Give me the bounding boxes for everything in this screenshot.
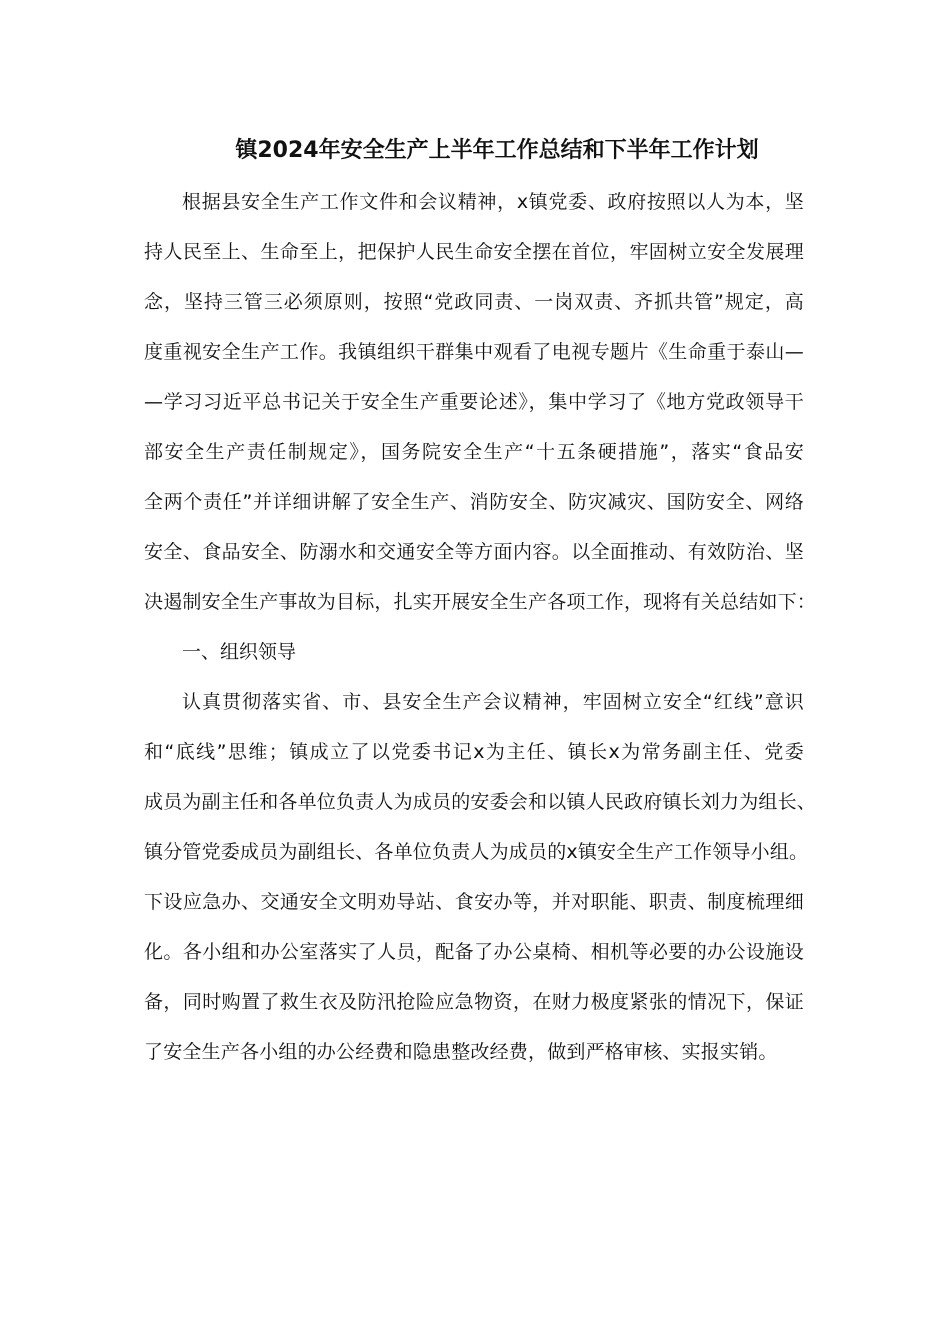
paragraph-line: 了安全生产各小组的办公经费和隐患整改经费，做到严格审核、实报实销。 xyxy=(144,1041,778,1063)
paragraph-line: —学习习近平总书记关于安全生产重要论述》，集中学习了《地方党政领导干 xyxy=(144,391,804,413)
paragraph-intro xyxy=(144,177,817,627)
document-title: 镇2024年安全生产上半年工作总结和下半年工作计划 xyxy=(235,138,759,163)
paragraph-line: 念，坚持三管三必须原则，按照“党政同责、一岗双责、齐抓共管”规定，高 xyxy=(144,291,804,313)
paragraph-line: 认真贯彻落实省、市、县安全生产会议精神，牢固树立安全“红线”意识 xyxy=(182,691,804,713)
paragraph-line: 部安全生产责任制规定》，国务院安全生产“十五条硬措施”，落实“食品安 xyxy=(144,441,804,463)
paragraph-line: 备，同时购置了救生衣及防汛抢险应急物资，在财力极度紧张的情况下，保证 xyxy=(144,991,804,1013)
paragraph-line: 根据县安全生产工作文件和会议精神，x镇党委、政府按照以人为本，坚 xyxy=(182,191,804,213)
section-heading: 一、组织领导 xyxy=(182,641,297,663)
paragraph-line: 镇分管党委成员为副组长、各单位负责人为成员的x镇安全生产工作领导小组。 xyxy=(144,841,809,863)
paragraph-line: 决遏制安全生产事故为目标，扎实开展安全生产各项工作，现将有关总结如下： xyxy=(144,591,817,613)
paragraph-line: 持人民至上、生命至上，把保护人民生命安全摆在首位，牢固树立安全发展理 xyxy=(144,241,804,263)
paragraph-line: 化。各小组和办公室落实了人员，配备了办公桌椅、相机等必要的办公设施设 xyxy=(144,941,804,963)
paragraph-line: 下设应急办、交通安全文明劝导站、食安办等，并对职能、职责、制度梳理细 xyxy=(144,891,804,913)
paragraph-organization xyxy=(144,677,817,1077)
paragraph-line: 度重视安全生产工作。我镇组织干群集中观看了电视专题片《生命重于泰山— xyxy=(144,341,804,363)
paragraph-line: 和“底线”思维；镇成立了以党委书记x为主任、镇长x为常务副主任、党委 xyxy=(144,741,804,763)
paragraph-line: 成员为副主任和各单位负责人为成员的安委会和以镇人民政府镇长刘力为组长、 xyxy=(144,791,817,813)
paragraph-line: 全两个责任”并详细讲解了安全生产、消防安全、防灾减灾、国防安全、网络 xyxy=(144,491,804,513)
paragraph-line: 安全、食品安全、防溺水和交通安全等方面内容。以全面推动、有效防治、坚 xyxy=(144,541,804,563)
